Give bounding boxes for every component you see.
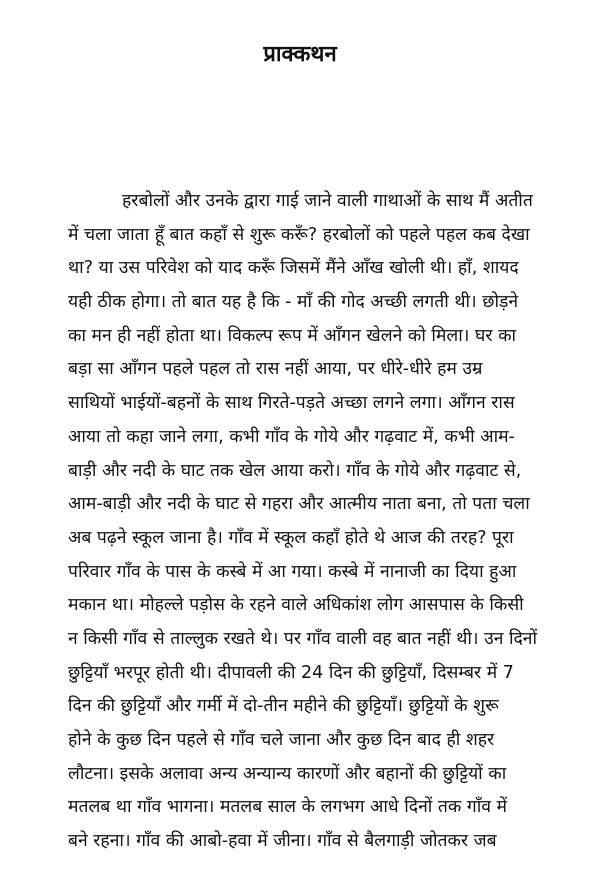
paragraph-line: आया तो कहा जाने लगा, कभी गाँव के गोये और गढ़वाट में, कभी आम- bbox=[68, 426, 515, 447]
paragraph-line: में चला जाता हूँ बात कहाँ से शुरू करूँ? हरबोलों को पहले पहल कब देखा bbox=[68, 224, 530, 245]
paragraph-line: होने के कुछ दिन पहले से गाँव चले जाना और कुछ दिन बाद ही शहर bbox=[68, 730, 495, 750]
paragraph-line: परिवार गाँव के पास के कस्बे में आ गया। कस्बे में नानाजी का दिया हुआ bbox=[68, 561, 517, 582]
paragraph-line: बने रहना। गाँव की आबो-हवा में जीना। गाँव से बैलगाड़ी जोतकर जब bbox=[68, 831, 497, 852]
paragraph-line: मतलब था गाँव भागना। मतलब साल के लगभग आधे दिनों तक गाँव में bbox=[68, 797, 507, 818]
paragraph-line: था? या उस परिवेश को याद करूँ जिसमें मैंने आँख खोली थी। हाँ, शायद bbox=[68, 258, 519, 279]
paragraph-line: साथियों भाईयों-बहनों के साथ गिरते-पड़ते अच्छा लगने लगा। आँगन रास bbox=[68, 393, 515, 414]
paragraph-line: हरबोलों और उनके द्वारा गाई जाने वाली गाथाओं के साथ मैं अतीत bbox=[122, 191, 533, 211]
paragraph-line: दिन की छुट्टियाँ और गर्मी में दो-तीन महीने की छुट्टियाँ। छुट्टियों के शुरू bbox=[68, 696, 499, 717]
paragraph-line: बड़ा सा आँगन पहले पहल तो रास नहीं आया, पर धीरे-धीरे हम उम्र bbox=[68, 359, 483, 380]
paragraph-line: का मन ही नहीं होता था। विकल्प रूप में आँगन खेलने को मिला। घर का bbox=[68, 325, 517, 346]
paragraph-line: बाड़ी और नदी के घाट तक खेल आया करो। गाँव के गोये और गढ़वाट से, bbox=[68, 460, 522, 481]
paragraph-line: लौटना। इसके अलावा अन्य अन्यान्य कारणों और बहानों की छुट्टियों का bbox=[68, 763, 507, 784]
page-title: प्राक्कथन bbox=[263, 42, 337, 67]
paragraph-line: यही ठीक होगा। तो बात यह है कि - माँ की गोद अच्छी लगती थी। छोड़ने bbox=[68, 292, 519, 313]
paragraph-line: अब पढ़ने स्कूल जाना है। गाँव में स्कूल कहाँ होते थे आज की तरह? पूरा bbox=[68, 527, 514, 548]
paragraph-line: छुट्टियाँ भरपूर होती थी। दीपावली की 24 दिन की छुट्टियाँ, दिसम्बर में 7 bbox=[68, 662, 514, 683]
paragraph-line: आम-बाड़ी और नदी के घाट से गहरा और आत्मीय नाता बना, तो पता चला bbox=[68, 494, 530, 515]
paragraph-line: मकान था। मोहल्ले पड़ोस के रहने वाले अधिकांश लोग आसपास के किसी bbox=[68, 595, 524, 616]
paragraph-line: न किसी गाँव से ताल्लुक रखते थे। पर गाँव वाली वह बात नहीं थी। उन दिनों bbox=[68, 628, 538, 649]
body-paragraph bbox=[68, 185, 586, 859]
